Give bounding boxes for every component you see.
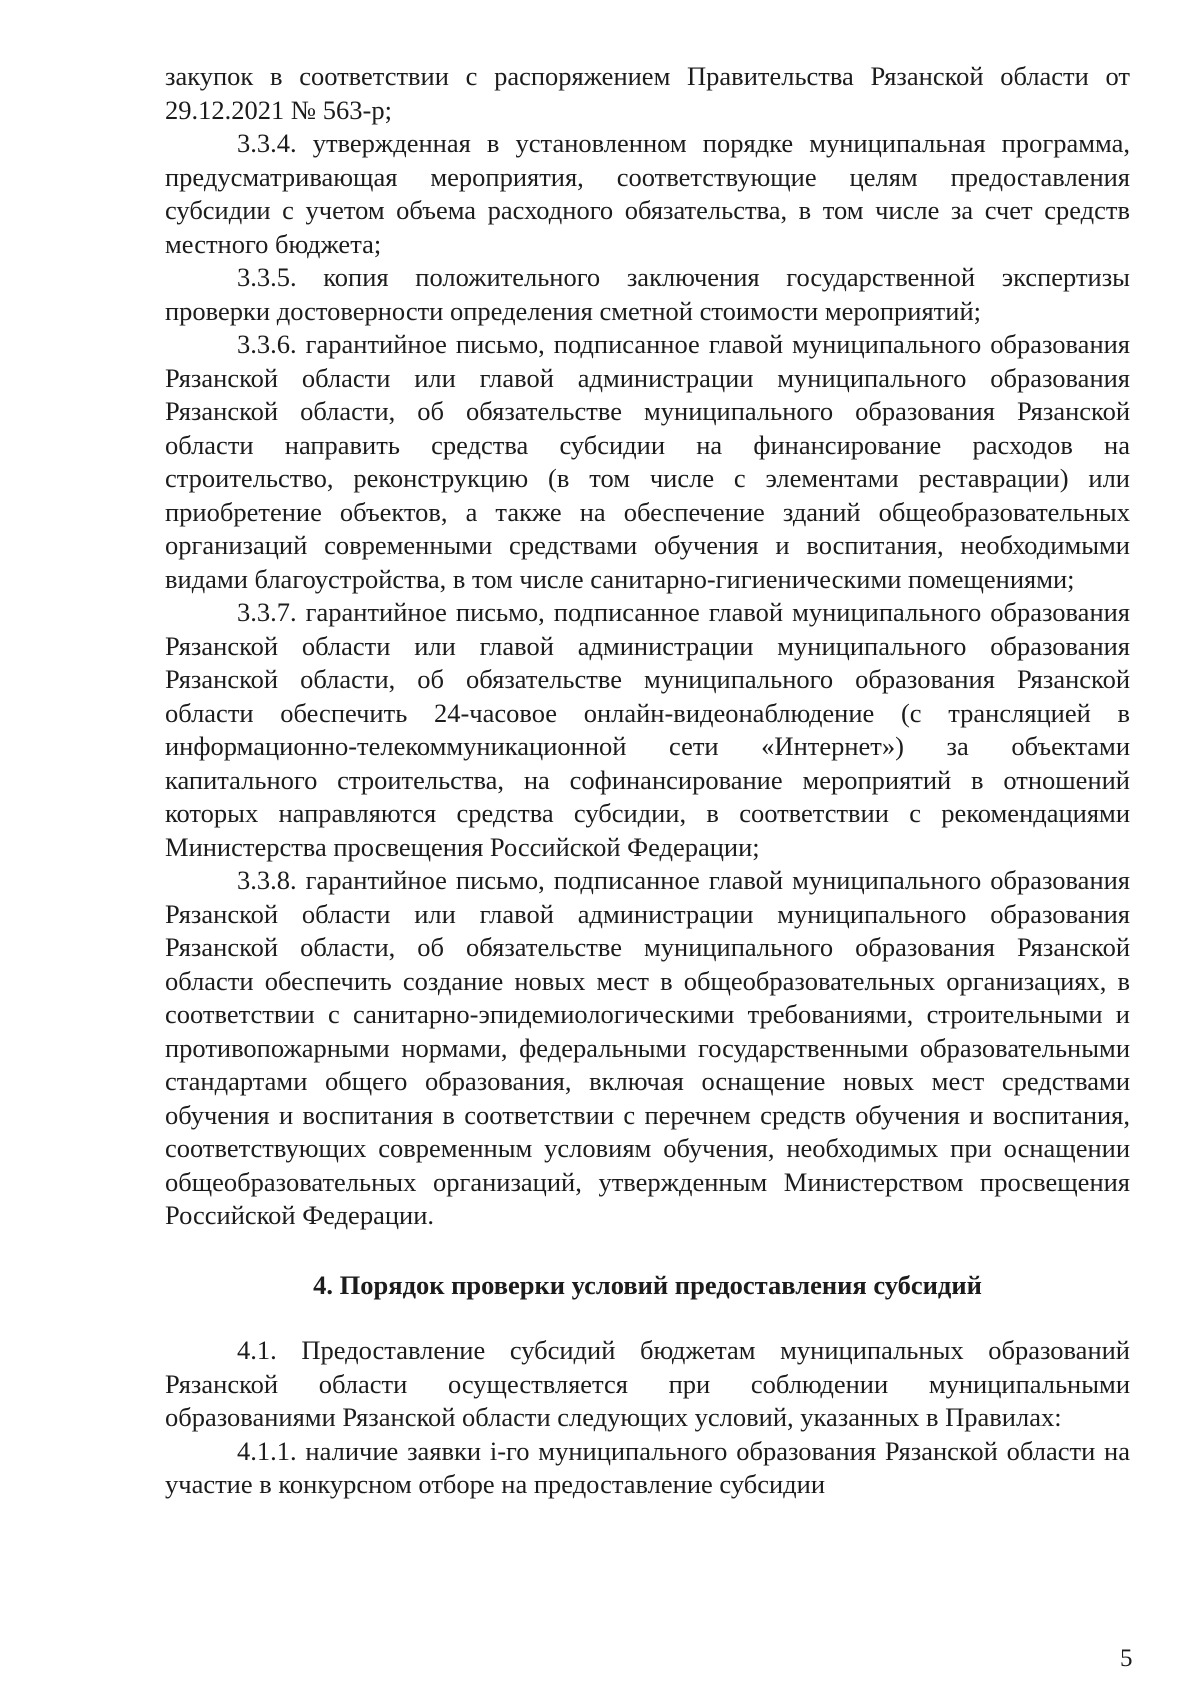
document-page — [165, 60, 1130, 1502]
paragraph-3-3-7: 3.3.7. гарантийное письмо, подписанное главой муниципального образования Рязанской области или главой администрации муниципального образования Рязанской области, об обязательстве муниципального образования Рязанской области обеспечить 24-часовое онлайн-видеонаблюдение (с трансляцией в информационно-телекоммуникационной сети «Интернет») за объектами капитального строительства, на софинансирование мероприятий в отношений которых направляются средства субсидии, в соответствии с рекомендациями Министерства просвещения Российской Федерации; — [165, 597, 1130, 862]
paragraph-3-3-6: 3.3.6. гарантийное письмо, подписанное главой муниципального образования Рязанской области или главой администрации муниципального образования Рязанской области, об обязательстве муниципального образования Рязанской области направить средства субсидии на финансирование расходов на строительство, реконструкцию (в том числе с элементами реставрации) или приобретение объектов, а также на обеспечение зданий общеобразовательных организаций современными средствами обучения и воспитания, необходимыми видами благоустройства, в том числе санитарно-гигиеническими помещениями; — [165, 329, 1130, 594]
section-heading: 4. Порядок проверки условий предоставления субсидий — [313, 1269, 982, 1300]
page-number: 5 — [1120, 1645, 1133, 1672]
paragraph-3-3-8: 3.3.8. гарантийное письмо, подписанное главой муниципального образования Рязанской области или главой администрации муниципального образования Рязанской области, об обязательстве муниципального образования Рязанской области обеспечить создание новых мест в общеобразовательных организациях, в соответствии с санитарно-эпидемиологическими требованиями, строительными и противопожарными нормами, федеральными государственными образовательными стандартами общего образования, включая оснащение новых мест средствами обучения и воспитания в соответствии с перечнем средств обучения и воспитания, соответствующих современным условиям обучения, необходимых при оснащении общеобразовательных организаций, утвержденным Министерством просвещения Российской Федерации. — [165, 865, 1130, 1230]
paragraph-3-3-4: 3.3.4. утвержденная в установленном порядке муниципальная программа, предусматривающая мероприятия, соответствующие целям предоставления субсидии с учетом объема расходного обязательства, в том числе за счет средств местного бюджета; — [165, 128, 1130, 259]
paragraph-continuation: закупок в соответствии с распоряжением Правительства Рязанской области от 29.12.2021 № 563-р; — [165, 61, 1130, 125]
paragraph-3-3-5: 3.3.5. копия положительного заключения государственной экспертизы проверки достоверности определения сметной стоимости мероприятий; — [165, 262, 1130, 326]
paragraph-4-1-1: 4.1.1. наличие заявки i-го муниципального образования Рязанской области на участие в конкурсном отборе на предоставление субсидии — [165, 1435, 1130, 1499]
paragraph-4-1: 4.1. Предоставление субсидий бюджетам муниципальных образований Рязанской области осуществляется при соблюдении муниципальными образованиями Рязанской области следующих условий, указанных в Правилах: — [165, 1335, 1130, 1432]
